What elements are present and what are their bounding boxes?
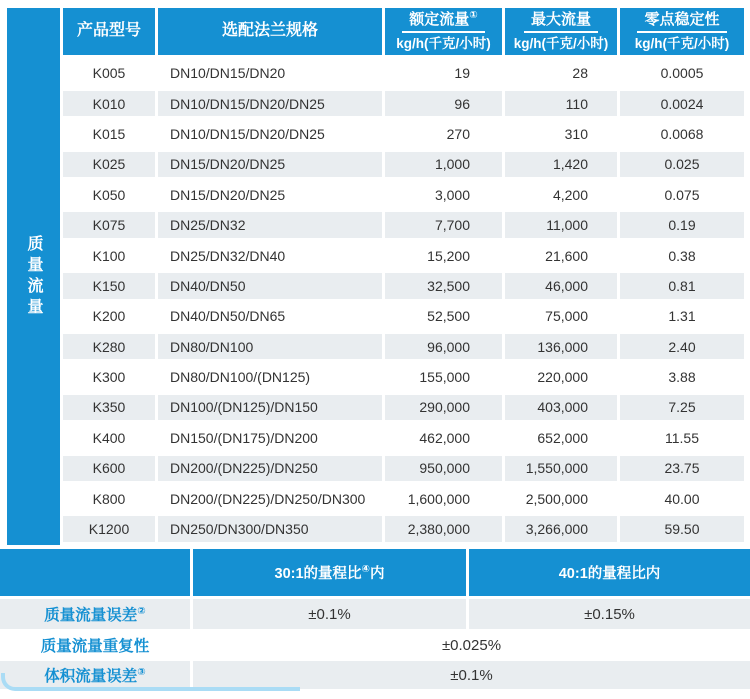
header-rated-flow-unit: kg/h(千克/小时) — [396, 36, 491, 52]
zero-stability-cell: 2.40 — [620, 334, 744, 359]
flange-cell: DN15/DN20/DN25 — [158, 182, 382, 207]
table-row — [63, 362, 744, 392]
flange-cell: DN25/DN32/DN40 — [158, 243, 382, 268]
rated-flow-cell: 52,500 — [385, 304, 502, 329]
volume-flow-error-label: 体积流量误差③ — [44, 666, 146, 685]
zero-stability-cell: 0.0068 — [620, 121, 744, 146]
zero-stability-cell: 40.00 — [620, 486, 744, 511]
volume-flow-error-value: ±0.1% — [193, 661, 750, 689]
header-max-flow-unit: kg/h(千克/小时) — [513, 36, 609, 52]
spec-table — [63, 8, 744, 544]
max-flow-cell: 1,550,000 — [505, 456, 617, 481]
model-cell: K100 — [63, 243, 155, 268]
model-cell: K015 — [63, 121, 155, 146]
footnote-4-marker: ④ — [361, 564, 370, 576]
category-sidebar — [7, 8, 60, 545]
turndown-30-label: 30:1的量程比④内 — [274, 564, 385, 582]
model-cell: K800 — [63, 486, 155, 511]
mass-flow-error-label: 质量流量误差② — [44, 605, 146, 624]
rated-flow-cell: 96 — [385, 91, 502, 116]
flange-cell: DN10/DN15/DN20 — [158, 61, 382, 86]
flange-cell: DN10/DN15/DN20/DN25 — [158, 91, 382, 116]
max-flow-cell: 75,000 — [505, 304, 617, 329]
zero-stability-cell: 0.38 — [620, 243, 744, 268]
flange-cell: DN40/DN50/DN65 — [158, 304, 382, 329]
model-cell: K300 — [63, 364, 155, 389]
max-flow-cell: 46,000 — [505, 273, 617, 298]
table-row — [63, 240, 744, 270]
rated-flow-cell: 290,000 — [385, 395, 502, 420]
accuracy-header-spacer — [0, 549, 190, 596]
max-flow-cell: 136,000 — [505, 334, 617, 359]
rated-flow-cell: 3,000 — [385, 182, 502, 207]
header-zero-stability-title: 零点稳定性 — [637, 11, 726, 33]
model-cell: K1200 — [63, 516, 155, 541]
accuracy-header-row — [0, 549, 750, 596]
max-flow-cell: 1,420 — [505, 152, 617, 177]
zero-stability-cell: 59.50 — [620, 516, 744, 541]
footnote-3-marker: ③ — [137, 666, 146, 678]
flange-cell: DN15/DN20/DN25 — [158, 152, 382, 177]
model-cell: K075 — [63, 212, 155, 237]
rated-flow-cell: 15,200 — [385, 243, 502, 268]
table-row — [63, 392, 744, 422]
model-cell: K600 — [63, 456, 155, 481]
turndown-30-header — [193, 549, 466, 596]
header-product-model-label: 产品型号 — [76, 22, 141, 40]
table-row — [63, 210, 744, 240]
header-flange-spec-label: 选配法兰规格 — [221, 22, 318, 40]
table-row — [63, 119, 744, 149]
model-cell: K400 — [63, 425, 155, 450]
rated-flow-cell: 155,000 — [385, 364, 502, 389]
footnote-1-marker: ① — [469, 10, 478, 22]
mass-flow-error-row — [0, 599, 750, 629]
max-flow-cell: 4,200 — [505, 182, 617, 207]
max-flow-cell: 11,000 — [505, 212, 617, 237]
header-zero-stability-unit: kg/h(千克/小时) — [634, 36, 730, 52]
rated-flow-cell: 1,000 — [385, 152, 502, 177]
flange-cell: DN40/DN50 — [158, 273, 382, 298]
rated-flow-cell: 950,000 — [385, 456, 502, 481]
model-cell: K200 — [63, 304, 155, 329]
zero-stability-cell: 0.075 — [620, 182, 744, 207]
rated-flow-cell: 19 — [385, 61, 502, 86]
zero-stability-cell: 11.55 — [620, 425, 744, 450]
zero-stability-cell: 0.0024 — [620, 91, 744, 116]
max-flow-cell: 110 — [505, 91, 617, 116]
spec-table-body — [63, 58, 744, 544]
table-row — [63, 180, 744, 210]
turndown-40-header — [469, 549, 750, 596]
max-flow-cell: 2,500,000 — [505, 486, 617, 511]
mass-flow-error-30-value: ±0.1% — [193, 599, 466, 629]
header-max-flow-title: 最大流量 — [524, 11, 598, 33]
model-cell: K350 — [63, 395, 155, 420]
repeatability-row — [0, 629, 750, 661]
flange-cell: DN100/(DN125)/DN150 — [158, 395, 382, 420]
zero-stability-cell: 23.75 — [620, 456, 744, 481]
max-flow-cell: 652,000 — [505, 425, 617, 450]
model-cell: K150 — [63, 273, 155, 298]
header-rated-flow — [385, 8, 502, 55]
flange-cell: DN250/DN300/DN350 — [158, 516, 382, 541]
model-cell: K005 — [63, 61, 155, 86]
mass-flow-error-label-cell — [0, 599, 190, 629]
table-row — [63, 149, 744, 179]
max-flow-cell: 21,600 — [505, 243, 617, 268]
max-flow-cell: 3,266,000 — [505, 516, 617, 541]
accuracy-section — [0, 549, 750, 689]
repeatability-label: 质量流量重复性 — [40, 638, 150, 655]
rated-flow-cell: 1,600,000 — [385, 486, 502, 511]
rated-flow-cell: 2,380,000 — [385, 516, 502, 541]
repeatability-value: ±0.025% — [193, 629, 750, 661]
zero-stability-cell: 0.81 — [620, 273, 744, 298]
table-row — [63, 423, 744, 453]
model-cell: K025 — [63, 152, 155, 177]
table-row — [63, 514, 744, 544]
flange-cell: DN25/DN32 — [158, 212, 382, 237]
table-row — [63, 58, 744, 88]
zero-stability-cell: 7.25 — [620, 395, 744, 420]
flange-cell: DN80/DN100 — [158, 334, 382, 359]
header-zero-stability — [620, 8, 744, 55]
table-row — [63, 88, 744, 118]
zero-stability-cell: 0.025 — [620, 152, 744, 177]
table-row — [63, 271, 744, 301]
model-cell: K010 — [63, 91, 155, 116]
rated-flow-cell: 32,500 — [385, 273, 502, 298]
header-flange-spec — [158, 8, 382, 55]
max-flow-cell: 310 — [505, 121, 617, 146]
header-rated-flow-title: 额定流量① — [402, 11, 484, 33]
table-row — [63, 301, 744, 331]
table-row — [63, 332, 744, 362]
flange-cell: DN200/(DN225)/DN250/DN300 — [158, 486, 382, 511]
model-cell: K280 — [63, 334, 155, 359]
table-row — [63, 483, 744, 513]
flange-cell: DN80/DN100/(DN125) — [158, 364, 382, 389]
flange-cell: DN10/DN15/DN20/DN25 — [158, 121, 382, 146]
flange-cell: DN150/(DN175)/DN200 — [158, 425, 382, 450]
bottom-left-accent-border — [1, 673, 300, 691]
zero-stability-cell: 0.0005 — [620, 61, 744, 86]
spec-table-header — [63, 8, 744, 55]
category-label: 质量流量 — [25, 234, 42, 319]
zero-stability-cell: 3.88 — [620, 364, 744, 389]
rated-flow-cell: 96,000 — [385, 334, 502, 359]
max-flow-cell: 403,000 — [505, 395, 617, 420]
rated-flow-cell: 270 — [385, 121, 502, 146]
max-flow-cell: 220,000 — [505, 364, 617, 389]
max-flow-cell: 28 — [505, 61, 617, 86]
header-max-flow — [505, 8, 617, 55]
mass-flow-error-40-value: ±0.15% — [469, 599, 750, 629]
zero-stability-cell: 0.19 — [620, 212, 744, 237]
footnote-2-marker: ② — [137, 605, 146, 617]
flange-cell: DN200/(DN225)/DN250 — [158, 456, 382, 481]
table-row — [63, 453, 744, 483]
turndown-40-label: 40:1的量程比内 — [558, 566, 661, 582]
zero-stability-cell: 1.31 — [620, 304, 744, 329]
repeatability-label-cell — [0, 629, 190, 661]
model-cell: K050 — [63, 182, 155, 207]
rated-flow-cell: 462,000 — [385, 425, 502, 450]
rated-flow-cell: 7,700 — [385, 212, 502, 237]
header-product-model — [63, 8, 155, 55]
